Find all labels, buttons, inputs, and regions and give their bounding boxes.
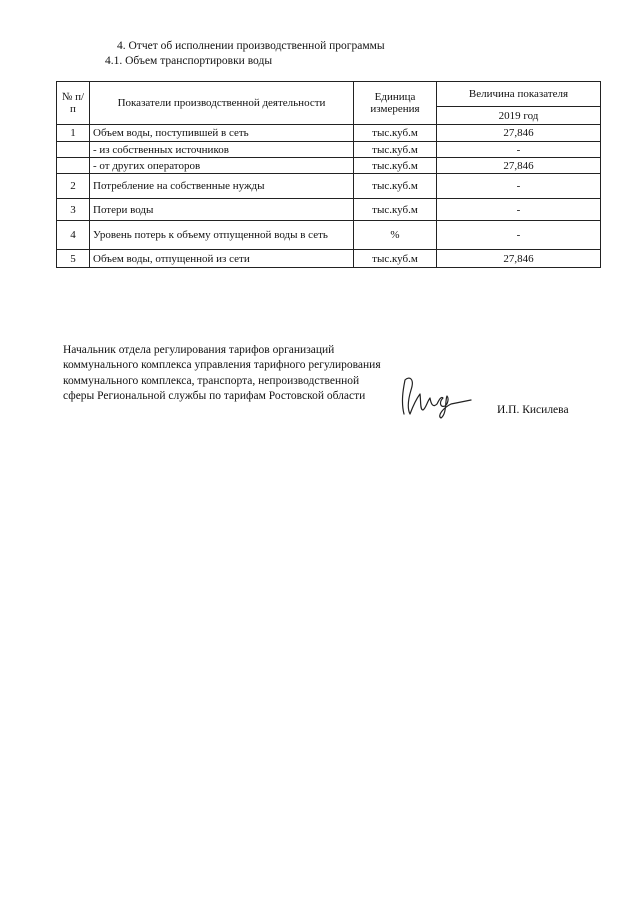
signatory-position: Начальник отдела регулирования тарифов организаций коммунального комплекса управления тарифного регулирования коммунального комплекса, транспорта, непроизводственной сферы Региональной службы по тарифам Ростовской области — [63, 344, 381, 403]
row-num — [57, 158, 90, 174]
row-value: - — [437, 142, 601, 158]
header-value: Величина показателя — [437, 82, 601, 107]
header-num: № п/п — [57, 82, 90, 125]
row-num: 2 — [57, 174, 90, 199]
row-num — [57, 142, 90, 158]
row-value: - — [437, 199, 601, 221]
row-value: 27,846 — [437, 250, 601, 268]
signatory-name: И.П. Кисилева — [497, 404, 569, 416]
table-row — [57, 142, 601, 158]
row-value: - — [437, 221, 601, 250]
row-indicator: Объем воды, отпущенной из сети — [90, 250, 354, 268]
header-year: 2019 год — [437, 107, 601, 125]
table-row — [57, 199, 601, 221]
table-row — [57, 250, 601, 268]
row-unit: % — [354, 221, 437, 250]
row-indicator: - из собственных источников — [90, 142, 354, 158]
row-num: 1 — [57, 125, 90, 142]
row-unit: тыс.куб.м — [354, 250, 437, 268]
row-unit: тыс.куб.м — [354, 174, 437, 199]
row-unit: тыс.куб.м — [354, 199, 437, 221]
row-indicator: Объем воды, поступившей в сеть — [90, 125, 354, 142]
row-indicator: Потребление на собственные нужды — [90, 174, 354, 199]
report-subheading: 4.1. Объем транспортировки воды — [105, 55, 273, 67]
row-unit: тыс.куб.м — [354, 125, 437, 142]
row-value: 27,846 — [437, 125, 601, 142]
row-num: 5 — [57, 250, 90, 268]
row-unit: тыс.куб.м — [354, 142, 437, 158]
row-indicator: - от других операторов — [90, 158, 354, 174]
table-row — [57, 221, 601, 250]
row-unit: тыс.куб.м — [354, 158, 437, 174]
row-num: 4 — [57, 221, 90, 250]
row-value: - — [437, 174, 601, 199]
row-indicator: Потери воды — [90, 199, 354, 221]
water-transport-table — [56, 81, 601, 268]
row-num: 3 — [57, 199, 90, 221]
row-value: 27,846 — [437, 158, 601, 174]
handwritten-signature — [393, 372, 473, 420]
report-heading: 4. Отчет об исполнении производственной программы — [117, 40, 385, 52]
header-indicator: Показатели производственной деятельности — [90, 82, 354, 125]
row-indicator: Уровень потерь к объему отпущенной воды в сеть — [90, 221, 354, 250]
table-row — [57, 158, 601, 174]
table-row — [57, 125, 601, 142]
header-unit: Единица измерения — [354, 82, 437, 125]
table-row — [57, 174, 601, 199]
